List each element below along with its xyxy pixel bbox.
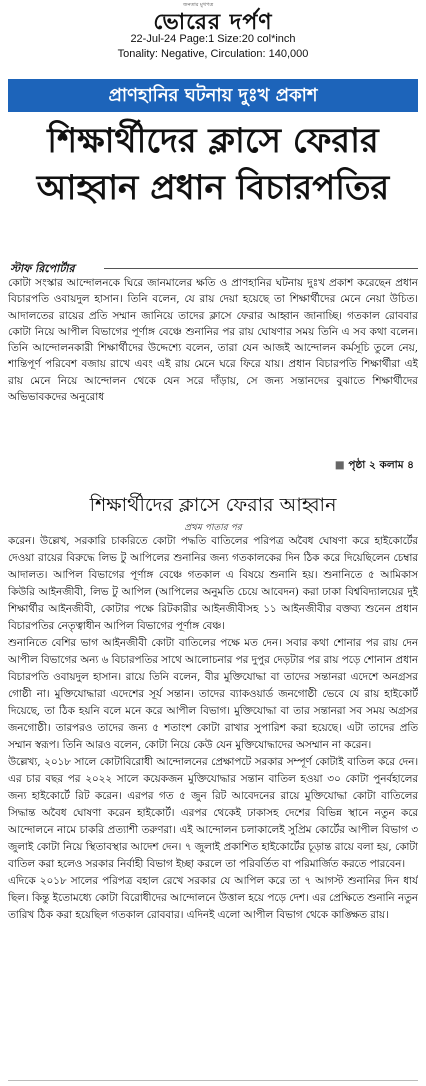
- tone-info: Tonality: Negative, Circulation: 140,000: [117, 48, 309, 60]
- continuation-subtitle: প্রথম পাতার পর: [184, 523, 242, 533]
- body-paragraph: উল্লেখ্য, ২০১৮ সালে কোটাবিরোধী আন্দোলনের প্রেক্ষাপটে সরকার সম্পূর্ণ কোটাই বাতিল করে দেন। এর চার বছর পর ২০২২ সালে কয়েকজন মুক্তিযোদ্ধার সন্তান বাতিল হওয়া ৩০ কোটা পুনর্বহালের জন্য হাইকোর্টে রিট করেন। এরপর গত ৫ জুন রিট আবেদনের রায়ে মুক্তিযোদ্ধা কোটা বাতিলের সিদ্ধান্ত অবৈধ ঘোষণা করেন হাইকোর্ট। এরপর থেকেই ঢাকাসহ দেশের বিভিন্ন স্থানে নতুন করে আন্দোলনে নামে চাকরি প্রত্যাশী তরুণরা। এই আন্দোলন চলাকালেই সুপ্রিম কোর্টের আপীল বিভাগ ৩ জুলাই কোটা নিয়ে স্থিতাবস্থার আদেশ দেন। ৭ জুলাই প্রকাশিত হাইকোর্টের চূড়ান্ত রায়ে বলা হয়, কোটা বাতিল করা হলেও সরকার নির্বাহী বিভাগ ইচ্ছা করলে তা পরিবর্তিত বা পরিমার্জিত করতে পারবেন।: [8, 756, 418, 870]
- article-kicker: প্রাণহানির ঘটনায় দুঃখ প্রকাশ: [8, 79, 418, 112]
- masthead-tagline: জনতার মুখপত্র: [183, 2, 214, 8]
- clip-info: 22-Jul-24 Page:1 Size:20 col*inch: [130, 33, 296, 45]
- byline-rule: [104, 268, 418, 269]
- continuation-title: শিক্ষার্থীদের ক্লাসে ফেরার আহ্বান: [89, 494, 337, 516]
- article-lead: কোটা সংস্কার আন্দোলনকে ঘিরে জানমালের ক্ষতি ও প্রাণহানির ঘটনায় দুঃখ প্রকাশ করেছেন প্রধান বিচারপতি ওবায়দুল হাসান। তিনি বলেন, যে রায় দেয়া হয়েছে তা শিক্ষার্থীদের মেনে নেয়া উচিত। আদালতের রায়ের প্রতি সম্মান জানিয়ে তাদের ক্লাসে ফেরার আহ্বান জানাচ্ছি। গতকাল রোববার কোটা নিয়ে আপীল বিভাগের পূর্ণাঙ্গ বেঞ্চে শুনানির পর রায় ঘোষণার সময় তিনি এ সব কথা বলেন। তিনি আন্দোলনকারী শিক্ষার্থীদের উদ্দেশ্যে বলেন, তারা যেন আজই আন্দোলন কর্মসূচি তুলে নেয়, শান্তিপূর্ণ পরিবেশ বজায় রাখে এবং এই রায় মেনে ঘরে ফিরে যায়। প্রধান বিচারপতি শিক্ষার্থীরা এই রায় মেনে নিয়ে আন্দোলন থেকে যেন সরে দাঁড়ায়, সে জন্য সন্তানদের বুঝাতে শিক্ষার্থীদের অভিভাবকদের অনুরোধ: [8, 277, 418, 404]
- jump-text: পৃষ্ঠা ২ কলাম ৪: [348, 459, 414, 471]
- reporter-byline: স্টাফ রিপোর্টার: [10, 262, 75, 275]
- jump-reference: [331, 458, 414, 475]
- newspaper-name: ভোরের দর্পণ: [153, 9, 273, 35]
- article-headline: শিক্ষার্থীদের ক্লাসে ফেরার আহ্বান প্রধান বিচারপতির: [36, 121, 390, 208]
- jump-marker-icon: ■: [334, 459, 349, 471]
- body-paragraph: শুনানিতে বেশির ভাগ আইনজীবী কোটা বাতিলের পক্ষে মত দেন। সবার কথা শোনার পর রায় দেন আপীল বিভাগের অন্য ৬ বিচারপতির সাথে আলোচনার পর দুপুর দেড়টার পর রায় পড়ে শোনান প্রধান বিচারপতি ওবায়দুল হাসান। রায়ে তিনি বলেন, বীর মুক্তিযোদ্ধা বা তাদের সন্তানরা এদেশে অনগ্রসর গোষ্ঠী না। মুক্তিযোদ্ধারা এদেশের সূর্য সন্তান। তাদের ব্যাকওয়ার্ড জনগোষ্ঠী ভেবে যে রায় হাইকোর্ট দিয়েছে, তা ঠিক হয়নি বলে মনে করে আপীল বিভাগ। মুক্তিযোদ্ধা বা তার সন্তানরা সব সময় অগ্রসর জনগোষ্ঠী। তারপরও তাদের জন্য ৫ শতাংশ কোটা রাখার সুপারিশ করা হয়েছে। এটা তাদের প্রতি সম্মান স্বরূপ। তিনি আরও বলেন, কোটা নিয়ে কেউ যেন মুক্তিযোদ্ধাদের অসম্মান না করেন।: [8, 637, 418, 751]
- continuation-body: [8, 533, 418, 1081]
- bottom-rule: [8, 1080, 418, 1081]
- body-paragraph: করেন। উল্লেখ, সরকারি চাকরিতে কোটা পদ্ধতি বাতিলের পরিপত্র অবৈধ ঘোষণা করে হাইকোর্টের দেওয়া রায়ের বিরুদ্ধে লিভ টু আপিলের শুনানির জন্য গতকালকের দিন ঠিক করে দিয়েছিলেন চেম্বার আদালত। আপিল বিভাগের পূর্ণাঙ্গ বেঞ্চে গতকাল এ বিষয়ে শুনানি হয়। শুনানিতে ৫ আমিকাস কিউরি আইনজীবী, লিভ টু আপিল (আপিলের অনুমতি চেয়ে আবেদন) করা ঢাকা বিশ্ববিদ্যালয়ের দুই শিক্ষার্থীর আইনজীবী, কোটার পক্ষে রিটকারীর আইনজীবীসহ ১১ আইনজীবীর বক্তব্য শুনেন প্রধান বিচারপতির নেতৃত্বাধীন আপিল বিভাগের পূর্ণাঙ্গ বেঞ্চ।: [8, 535, 418, 632]
- newspaper-masthead: [0, 0, 426, 70]
- body-paragraph: এদিকে ২০১৮ সালের পরিপত্র বহাল রেখে সরকার যে আপিল করে তা ৭ আগস্ট শুনানির দিন ধার্য ছিল। কিন্তু ইতোমধ্যে কোটা বিরোধীদের আন্দোলনে উত্তাল হয়ে পড়ে দেশ। এর প্রেক্ষিতে শুনানি নতুন তারিখ ঠিক করা হয়েছিল গতকাল রোববার। এদিনই এলো আপীল বিভাগ থেকে কাঙ্ক্ষিত রায়।: [8, 875, 418, 921]
